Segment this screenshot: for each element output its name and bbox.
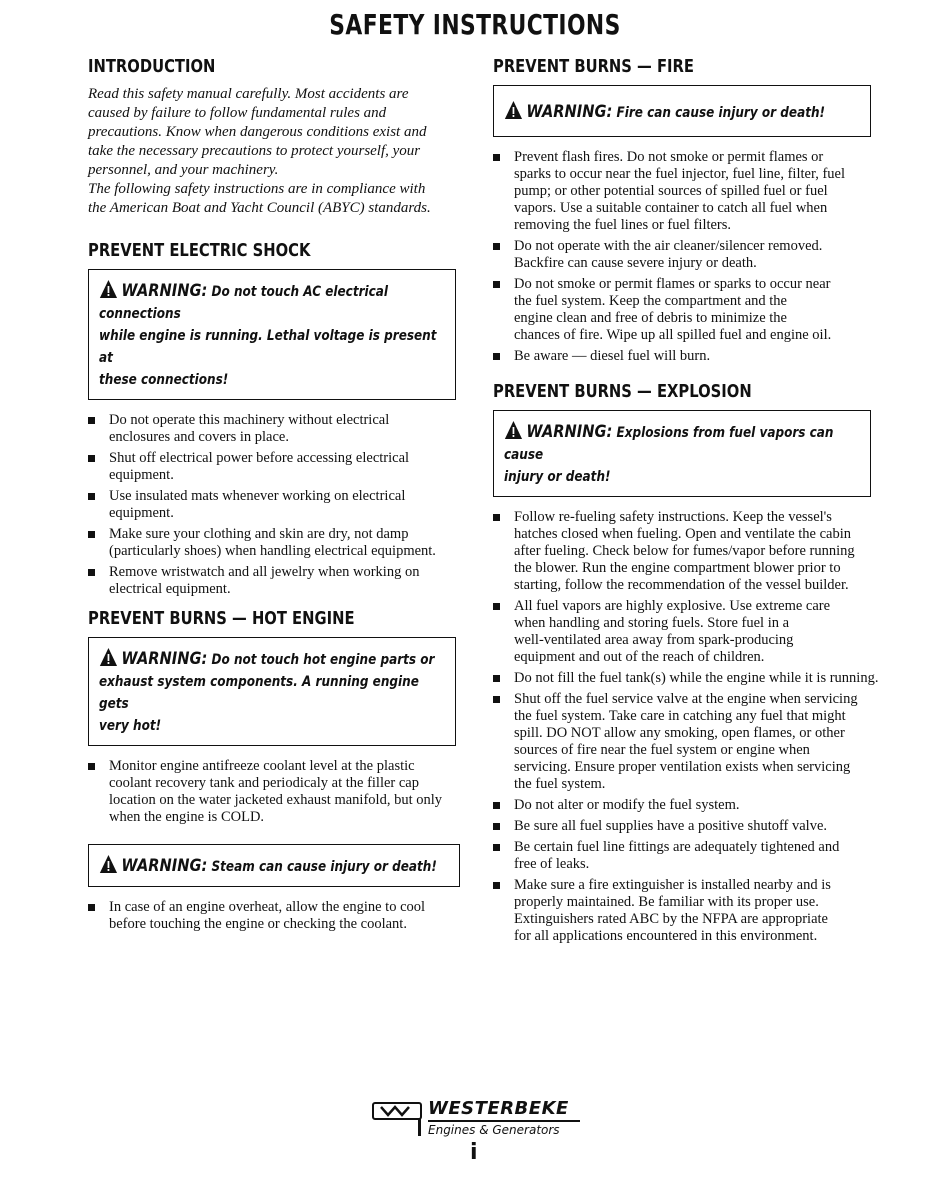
warning-text: these connections! <box>99 372 229 388</box>
bullet-square-icon <box>493 154 500 161</box>
list-item: Be certain fuel line fittings are adequately tightened and free of leaks. <box>493 839 908 873</box>
explosion-heading: PREVENT BURNS — EXPLOSION <box>493 381 752 402</box>
logo-mark-icon <box>372 1102 422 1120</box>
logo-stem <box>418 1118 421 1136</box>
right-column <box>493 56 908 955</box>
warning-text: Do not touch hot engine parts or <box>211 652 435 668</box>
explosion-bullet-list <box>493 509 908 945</box>
bullet-square-icon <box>88 763 95 770</box>
left-column <box>88 56 460 943</box>
warning-text: very hot! <box>99 718 162 734</box>
intro-line: Read this safety manual carefully. Most accidents are <box>88 86 409 102</box>
electric-bullet-list <box>88 412 460 598</box>
page-title: SAFETY INSTRUCTIONS <box>329 8 621 41</box>
list-item: Monitor engine antifreeze coolant level at the plastic coolant recovery tank and periodicaly at the filler cap location on the water jacketed exhaust manifold, but only when the engine is COLD. <box>88 758 460 826</box>
warning-label: WARNING: <box>121 856 208 876</box>
logo-brand-text: WESTERBEKE <box>428 1098 569 1119</box>
bullet-square-icon <box>493 823 500 830</box>
explosion-warning-box <box>493 410 871 497</box>
list-item: Do not fill the fuel tank(s) while the engine while it is running. <box>493 670 908 687</box>
warning-triangle-icon <box>99 854 118 874</box>
bullet-square-icon <box>88 569 95 576</box>
page-number: i <box>470 1140 478 1165</box>
list-item: Do not alter or modify the fuel system. <box>493 797 908 814</box>
bullet-square-icon <box>493 353 500 360</box>
intro-line: take the necessary precautions to protect yourself, your <box>88 143 421 159</box>
warning-triangle-icon <box>99 279 118 299</box>
bullet-square-icon <box>493 281 500 288</box>
list-item: Do not operate with the air cleaner/silencer removed. Backfire can cause severe injury or death. <box>493 238 908 272</box>
list-item: Do not smoke or permit flames or sparks to occur near the fuel system. Keep the compartment and the engine clean and free of debris to minimize the chances of fire. Wipe up all spilled fuel and engine oil. <box>493 276 908 344</box>
fire-warning-box <box>493 85 871 137</box>
steam-warning-box <box>88 844 460 887</box>
warning-text: injury or death! <box>504 469 611 485</box>
list-item: In case of an engine overheat, allow the engine to cool before touching the engine or checking the coolant. <box>88 899 460 933</box>
list-item: Follow re-fueling safety instructions. Keep the vessel's hatches closed when fueling. Open and ventilate the cabin after fueling. Check below for fumes/vapor before running the blower. Run the engine compartment blower prior to starting, follow the recommendation of the vessel builder. <box>493 509 908 594</box>
westerbeke-logo <box>372 1098 602 1188</box>
bullet-square-icon <box>88 493 95 500</box>
bullet-square-icon <box>493 603 500 610</box>
list-item: All fuel vapors are highly explosive. Use extreme care when handling and storing fuels. Store fuel in a well-ventilated area away from spark-producing equipment and out of the reach of children. <box>493 598 908 666</box>
list-item: Remove wristwatch and all jewelry when working on electrical equipment. <box>88 564 460 598</box>
list-item: Make sure your clothing and skin are dry, not damp (particularly shoes) when handling electrical equipment. <box>88 526 460 560</box>
intro-line: personnel, and your machinery. <box>88 162 279 178</box>
introduction-heading: INTRODUCTION <box>88 56 216 77</box>
fire-heading: PREVENT BURNS — FIRE <box>493 56 694 77</box>
bullet-square-icon <box>493 844 500 851</box>
warning-label: WARNING: <box>526 422 613 442</box>
list-item: Make sure a fire extinguisher is installed nearby and is properly maintained. Be familiar with its proper use. Extinguishers rated ABC by the NFPA are appropriate for all applications encountered in this environment. <box>493 877 908 945</box>
warning-text: Explosions from fuel vapors can cause <box>504 425 834 463</box>
electric-warning-box <box>88 269 456 400</box>
list-item: Be sure all fuel supplies have a positive shutoff valve. <box>493 818 908 835</box>
list-item: Shut off the fuel service valve at the engine when servicing the fuel system. Take care in catching any fuel that might spill. DO NOT allow any smoking, open flames, or other sources of fire near the fuel system or engine when servicing. Ensure proper ventilation exists when servicing the fuel system. <box>493 691 908 793</box>
warning-text: Steam can cause injury or death! <box>211 859 437 875</box>
warning-label: WARNING: <box>121 281 208 301</box>
hot-engine-warning-box <box>88 637 456 746</box>
bullet-square-icon <box>493 514 500 521</box>
bullet-square-icon <box>88 455 95 462</box>
warning-text: while engine is running. Lethal voltage is present at <box>99 328 437 366</box>
bullet-square-icon <box>493 675 500 682</box>
hot-engine-bullet-list <box>88 758 460 826</box>
warning-text: exhaust system components. A running engine gets <box>99 674 419 712</box>
list-item: Use insulated mats whenever working on electrical equipment. <box>88 488 460 522</box>
intro-line: the American Boat and Yacht Council (ABYC) standards. <box>88 200 431 216</box>
logo-tagline: Engines & Generators <box>428 1123 560 1137</box>
bullet-square-icon <box>493 696 500 703</box>
warning-text: Fire can cause injury or death! <box>616 105 826 121</box>
warning-triangle-icon <box>504 100 523 120</box>
bullet-square-icon <box>493 802 500 809</box>
warning-triangle-icon <box>99 647 118 667</box>
intro-line: precautions. Know when dangerous conditions exist and <box>88 124 427 140</box>
fire-bullet-list <box>493 149 908 365</box>
steam-bullet-list <box>88 899 460 933</box>
list-item: Do not operate this machinery without electrical enclosures and covers in place. <box>88 412 460 446</box>
hot-engine-heading: PREVENT BURNS — HOT ENGINE <box>88 608 355 629</box>
warning-label: WARNING: <box>121 649 208 669</box>
list-item: Be aware — diesel fuel will burn. <box>493 348 908 365</box>
bullet-square-icon <box>88 531 95 538</box>
intro-line: caused by failure to follow fundamental rules and <box>88 105 387 121</box>
bullet-square-icon <box>88 417 95 424</box>
bullet-square-icon <box>88 904 95 911</box>
electric-shock-heading: PREVENT ELECTRIC SHOCK <box>88 240 311 261</box>
warning-text: Do not touch AC electrical connections <box>99 284 389 322</box>
introduction-text <box>88 85 460 218</box>
list-item: Shut off electrical power before accessing electrical equipment. <box>88 450 460 484</box>
bullet-square-icon <box>493 243 500 250</box>
logo-underline <box>428 1120 580 1122</box>
warning-triangle-icon <box>504 420 523 440</box>
list-item: Prevent flash fires. Do not smoke or permit flames or sparks to occur near the fuel injector, fuel line, filter, fuel pump; or other potential sources of spilled fuel or fuel vapors. Use a suitable container to catch all fuel when removing the fuel lines or fuel filters. <box>493 149 908 234</box>
warning-label: WARNING: <box>526 102 613 122</box>
bullet-square-icon <box>493 882 500 889</box>
intro-line: The following safety instructions are in compliance with <box>88 181 426 197</box>
